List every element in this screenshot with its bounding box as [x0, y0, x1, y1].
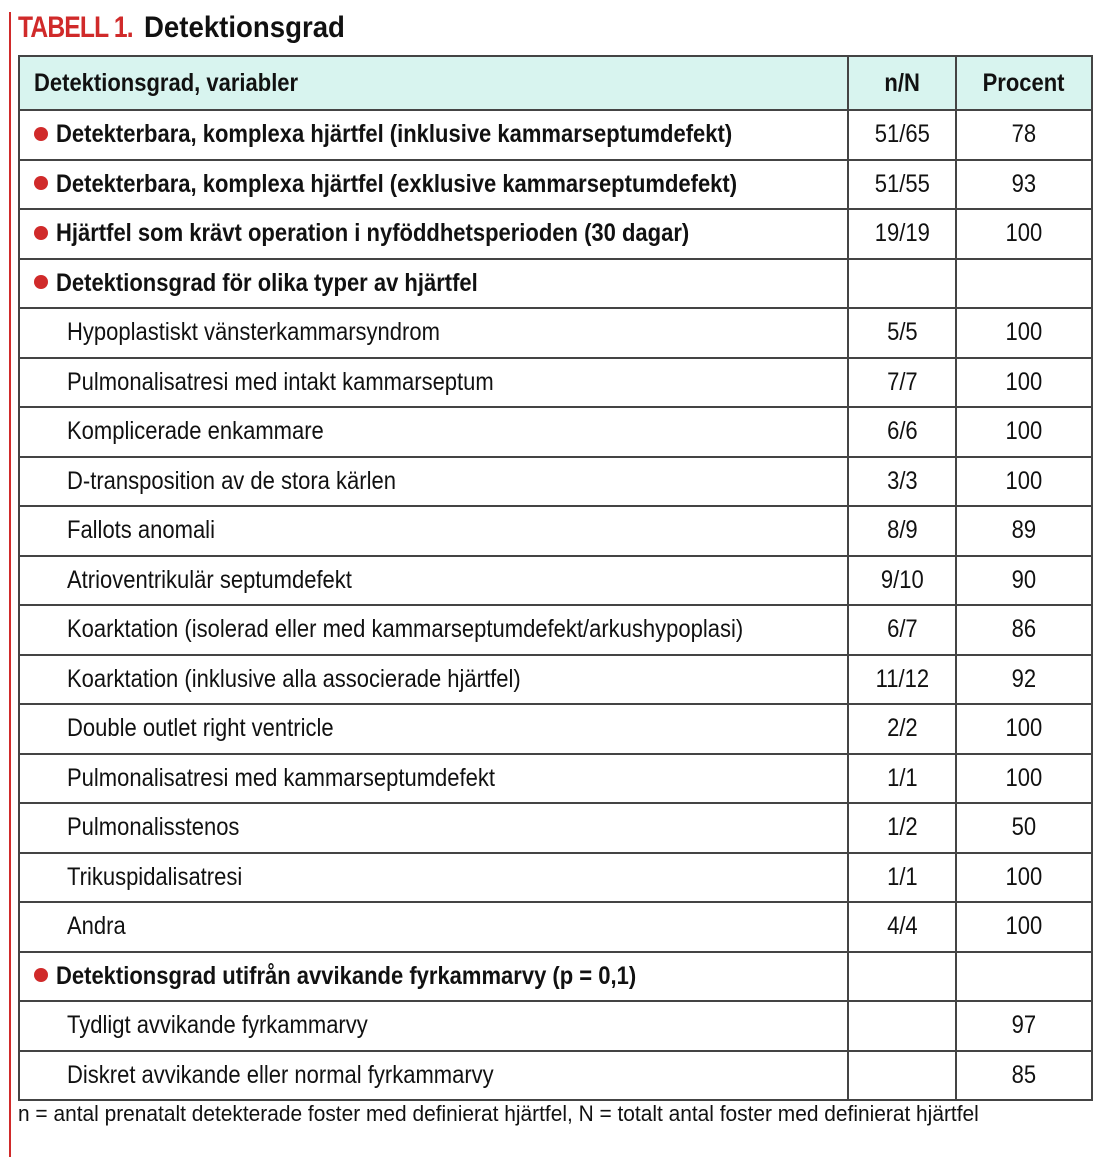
variable-cell: [19, 853, 848, 903]
percent-value: 90: [1011, 565, 1037, 594]
accent-rule: [9, 12, 11, 1157]
variable-cell: [19, 902, 848, 952]
bullet-dot-icon: [34, 176, 48, 190]
percent-value: 85: [1011, 1060, 1037, 1089]
percent-value: 97: [1011, 1011, 1037, 1040]
n-of-N-value: 4/4: [886, 912, 918, 941]
variable-cell: [19, 754, 848, 804]
variable-label: Detekterbara, komplexa hjärtfel (exklusive kammarseptumdefekt): [56, 169, 738, 198]
table-row: [19, 457, 1092, 507]
percent-cell: [956, 902, 1092, 952]
section-row: [19, 110, 1092, 160]
bullet-dot-icon: [34, 226, 48, 240]
n-of-N-value: 9/10: [880, 565, 924, 594]
percent-value: 93: [1011, 169, 1037, 198]
n-of-N-cell: [848, 358, 956, 408]
n-of-N-cell: [848, 457, 956, 507]
table-row: [19, 1001, 1092, 1051]
percent-cell: [956, 952, 1092, 1002]
percent-cell: [956, 754, 1092, 804]
percent-value: 92: [1011, 664, 1037, 693]
percent-value: 100: [1005, 318, 1043, 347]
table-row: [19, 902, 1092, 952]
percent-cell: [956, 457, 1092, 507]
table-row: [19, 358, 1092, 408]
variable-label: Detektionsgrad för olika typer av hjärtfel: [56, 268, 478, 297]
table-number: TABELL 1.: [18, 11, 133, 44]
n-of-N-value: 11/12: [875, 664, 929, 693]
n-of-N-cell: [848, 704, 956, 754]
variable-cell: [19, 556, 848, 606]
percent-cell: [956, 506, 1092, 556]
variable-cell: [19, 655, 848, 705]
variable-label: Komplicerade enkammare: [67, 417, 324, 446]
section-row: [19, 259, 1092, 309]
percent-value: 50: [1011, 813, 1037, 842]
percent-cell: [956, 803, 1092, 853]
n-of-N-cell: [848, 209, 956, 259]
variable-cell: [19, 209, 848, 259]
n-of-N-cell: [848, 1001, 956, 1051]
table-row: [19, 556, 1092, 606]
table-row: [19, 853, 1092, 903]
percent-cell: [956, 556, 1092, 606]
percent-value: 100: [1005, 763, 1043, 792]
n-of-N-cell: [848, 902, 956, 952]
variable-label: Hypoplastiskt vänsterkammarsyndrom: [67, 318, 440, 347]
n-of-N-value: 51/55: [874, 169, 930, 198]
percent-value: 100: [1005, 714, 1043, 743]
percent-value: 86: [1011, 615, 1037, 644]
n-of-N-value: 1/1: [886, 862, 918, 891]
percent-cell: [956, 209, 1092, 259]
n-of-N-cell: [848, 754, 956, 804]
section-row: [19, 952, 1092, 1002]
table-name: Detektionsgrad: [143, 11, 345, 44]
variable-cell: [19, 952, 848, 1002]
table-row: [19, 605, 1092, 655]
percent-cell: [956, 605, 1092, 655]
n-of-N-cell: [848, 110, 956, 160]
n-of-N-value: 1/1: [886, 763, 918, 792]
n-of-N-value: 5/5: [886, 318, 918, 347]
variable-label: Pulmonalisstenos: [67, 813, 240, 842]
percent-value: 78: [1011, 120, 1037, 149]
n-of-N-value: 6/7: [886, 615, 918, 644]
percent-cell: [956, 110, 1092, 160]
n-of-N-cell: [848, 803, 956, 853]
n-of-N-cell: [848, 853, 956, 903]
percent-cell: [956, 308, 1092, 358]
n-of-N-value: 19/19: [874, 219, 930, 248]
n-of-N-value: 3/3: [886, 466, 918, 495]
percent-value: 100: [1005, 219, 1043, 248]
variable-label: Detektionsgrad utifrån avvikande fyrkammarvy (p = 0,1): [56, 961, 637, 990]
percent-cell: [956, 853, 1092, 903]
percent-cell: [956, 259, 1092, 309]
bullet-dot-icon: [34, 127, 48, 141]
bullet-dot-icon: [34, 968, 48, 982]
variable-cell: [19, 358, 848, 408]
n-of-N-cell: [848, 952, 956, 1002]
section-row: [19, 209, 1092, 259]
variable-cell: [19, 457, 848, 507]
variable-label: Andra: [67, 912, 126, 941]
variable-cell: [19, 506, 848, 556]
percent-value: 100: [1005, 862, 1043, 891]
table-row: [19, 407, 1092, 457]
variable-cell: [19, 110, 848, 160]
percent-cell: [956, 358, 1092, 408]
variable-label: Fallots anomali: [67, 516, 215, 545]
variable-label: Double outlet right ventricle: [67, 714, 334, 743]
detection-table: [18, 55, 1093, 1101]
table-row: [19, 655, 1092, 705]
variable-label: Tydligt avvikande fyrkammarvy: [67, 1011, 368, 1040]
variable-cell: [19, 308, 848, 358]
header-row: [19, 56, 1092, 110]
header-percent: Procent: [956, 56, 1092, 110]
percent-cell: [956, 160, 1092, 210]
variable-cell: [19, 160, 848, 210]
variable-cell: [19, 1001, 848, 1051]
percent-cell: [956, 704, 1092, 754]
variable-cell: [19, 605, 848, 655]
variable-cell: [19, 407, 848, 457]
n-of-N-value: 7/7: [886, 367, 918, 396]
percent-cell: [956, 655, 1092, 705]
n-of-N-value: 2/2: [886, 714, 918, 743]
variable-cell: [19, 704, 848, 754]
table-row: [19, 803, 1092, 853]
n-of-N-value: 1/2: [886, 813, 918, 842]
percent-value: 89: [1011, 516, 1037, 545]
n-of-N-value: 8/9: [886, 516, 918, 545]
percent-value: 100: [1005, 912, 1043, 941]
n-of-N-cell: [848, 407, 956, 457]
percent-cell: [956, 1051, 1092, 1101]
variable-cell: [19, 803, 848, 853]
bullet-dot-icon: [34, 275, 48, 289]
percent-value: 100: [1005, 466, 1043, 495]
header-variables: Detektionsgrad, variabler: [19, 56, 848, 110]
n-of-N-value: 51/65: [874, 120, 930, 149]
variable-label: Atrioventrikulär septumdefekt: [67, 565, 352, 594]
variable-label: Hjärtfel som krävt operation i nyföddhetsperioden (30 dagar): [56, 219, 690, 248]
table-row: [19, 704, 1092, 754]
n-of-N-cell: [848, 160, 956, 210]
n-of-N-cell: [848, 556, 956, 606]
variable-label: Pulmonalisatresi med intakt kammarseptum: [67, 367, 494, 396]
table-row: [19, 754, 1092, 804]
variable-label: Detekterbara, komplexa hjärtfel (inklusive kammarseptumdefekt): [56, 120, 733, 149]
variable-label: Diskret avvikande eller normal fyrkammarvy: [67, 1060, 494, 1089]
variable-label: Koarktation (isolerad eller med kammarseptumdefekt/arkushypoplasi): [67, 615, 744, 644]
n-of-N-cell: [848, 308, 956, 358]
section-row: [19, 160, 1092, 210]
variable-label: Trikuspidalisatresi: [67, 862, 243, 891]
table-title: [18, 8, 362, 48]
n-of-N-cell: [848, 506, 956, 556]
variable-label: Koarktation (inklusive alla associerade hjärtfel): [67, 664, 521, 693]
n-of-N-cell: [848, 605, 956, 655]
percent-value: 100: [1005, 367, 1043, 396]
percent-cell: [956, 1001, 1092, 1051]
n-of-N-cell: [848, 259, 956, 309]
variable-label: Pulmonalisatresi med kammarseptumdefekt: [67, 763, 495, 792]
n-of-N-value: 6/6: [886, 417, 918, 446]
percent-cell: [956, 407, 1092, 457]
variable-label: D-transposition av de stora kärlen: [67, 466, 396, 495]
percent-value: 100: [1005, 417, 1043, 446]
table-body: [19, 110, 1092, 1100]
n-of-N-cell: [848, 1051, 956, 1101]
footnote: n = antal prenatalt detekterade foster med definierat hjärtfel, N = totalt antal foster med definierat hjärtfel: [18, 1101, 979, 1126]
table-row: [19, 1051, 1092, 1101]
table-row: [19, 506, 1092, 556]
table-row: [19, 308, 1092, 358]
n-of-N-cell: [848, 655, 956, 705]
variable-cell: [19, 1051, 848, 1101]
variable-cell: [19, 259, 848, 309]
header-n-of-N: n/N: [848, 56, 956, 110]
